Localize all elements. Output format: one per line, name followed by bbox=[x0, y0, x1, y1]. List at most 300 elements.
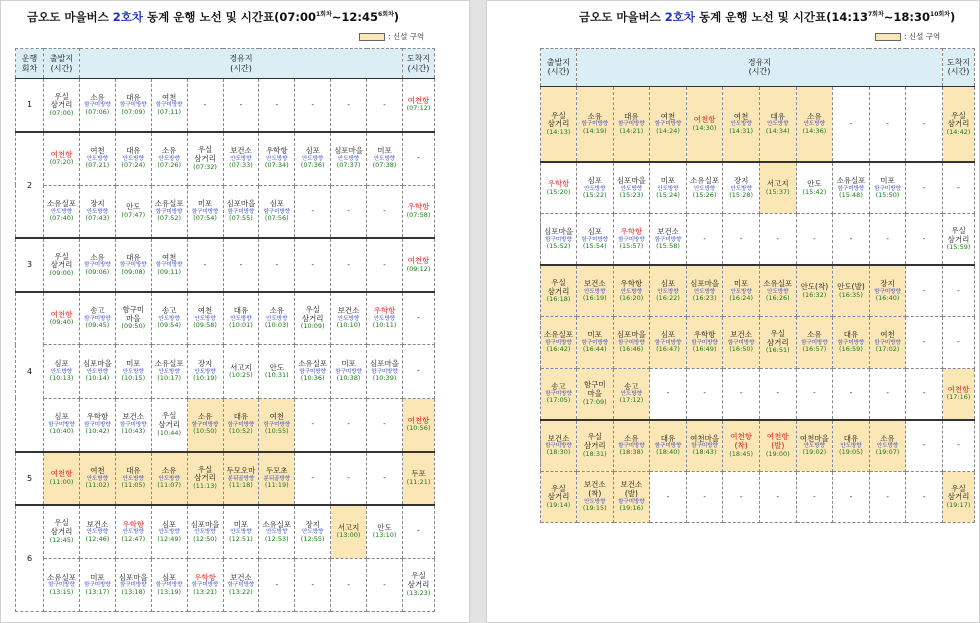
stop-cell bbox=[760, 235, 796, 244]
stop-time: (07:00) bbox=[49, 108, 74, 117]
stop-name: 우학항 bbox=[194, 572, 216, 582]
stop-name: 여천 bbox=[90, 146, 105, 156]
stop-name: 장지 bbox=[880, 279, 895, 289]
stop-direction: 안도방향 bbox=[302, 156, 324, 163]
stop-cell bbox=[80, 147, 115, 169]
stop-cell bbox=[650, 177, 686, 199]
stop-cell bbox=[116, 203, 151, 219]
via-cell bbox=[259, 292, 295, 345]
cycle-number: 3 bbox=[16, 238, 44, 291]
stop-direction: 함구미방향 bbox=[618, 443, 645, 450]
stop-name: 보건소 bbox=[230, 146, 252, 156]
empty-dash: - bbox=[849, 388, 853, 398]
empty-dash: - bbox=[311, 259, 315, 269]
stop-name: 여천항 bbox=[407, 255, 430, 265]
arrival-cell bbox=[403, 238, 435, 291]
empty-dash: - bbox=[922, 388, 926, 398]
via-cell bbox=[259, 505, 295, 558]
stop-direction: 분뒤골방향 bbox=[263, 475, 291, 482]
stop-time: (15:54) bbox=[582, 241, 607, 250]
stop-cell bbox=[577, 228, 613, 250]
stop-name: 여천항 bbox=[407, 415, 430, 425]
via-cell bbox=[759, 317, 796, 369]
via-cell bbox=[577, 368, 614, 420]
stop-name: 소유 bbox=[587, 111, 603, 121]
stop-time: (07:38) bbox=[372, 161, 397, 170]
via-cell bbox=[115, 398, 151, 451]
stop-name: 마을 bbox=[126, 313, 141, 323]
stop-name: 삼거리 bbox=[194, 473, 216, 483]
stop-cell bbox=[224, 574, 259, 596]
stop-direction: 안도방향 bbox=[693, 185, 716, 192]
stop-cell bbox=[577, 280, 613, 302]
stop-name: 우실 bbox=[54, 251, 69, 261]
stop-name: 미포 bbox=[733, 279, 749, 289]
empty-dash: - bbox=[703, 233, 706, 243]
stop-name: 우실 bbox=[54, 91, 69, 101]
stop-cell bbox=[760, 113, 796, 135]
stop-cell bbox=[224, 413, 259, 435]
via-cell bbox=[686, 317, 723, 369]
header-cycle bbox=[16, 49, 44, 79]
via-cell bbox=[259, 452, 295, 505]
stop-name: 대유 bbox=[843, 330, 859, 340]
stop-cell bbox=[331, 524, 366, 540]
via-cell bbox=[259, 345, 295, 398]
stop-time: (09:00) bbox=[49, 268, 74, 277]
empty-dash: - bbox=[347, 99, 350, 109]
stop-cell bbox=[870, 280, 906, 302]
stop-cell bbox=[687, 389, 723, 398]
departure-cell bbox=[44, 79, 80, 132]
table-row bbox=[16, 185, 435, 238]
via-cell bbox=[151, 238, 187, 291]
stop-cell bbox=[152, 94, 187, 116]
stop-cell bbox=[614, 228, 650, 250]
stop-time: (14:30) bbox=[692, 123, 717, 132]
stop-direction: 함구미방향 bbox=[618, 498, 645, 505]
stop-name: 장지 bbox=[733, 176, 749, 186]
via-cell bbox=[295, 345, 331, 398]
empty-dash: - bbox=[275, 579, 279, 589]
stop-name: 삼거리 bbox=[947, 234, 970, 244]
stop-time: (07:12) bbox=[406, 104, 431, 113]
stop-name: 함구미 bbox=[583, 380, 606, 390]
stop-direction: 함구미방향 bbox=[120, 262, 147, 269]
stop-time: (07:47) bbox=[121, 211, 146, 220]
stop-name: 보건소 bbox=[230, 572, 252, 582]
stop-cell bbox=[614, 177, 650, 199]
stop-cell bbox=[403, 257, 434, 273]
via-cell bbox=[187, 452, 223, 505]
stop-time: (09:40) bbox=[49, 318, 74, 327]
via-cell bbox=[650, 214, 687, 266]
stop-time: (07:06) bbox=[85, 107, 110, 116]
stop-name: 삼거리 bbox=[766, 337, 789, 347]
via-cell bbox=[367, 558, 403, 611]
arrival-cell bbox=[403, 398, 435, 451]
header-label: (시간) bbox=[50, 63, 73, 73]
via-cell bbox=[115, 505, 151, 558]
stop-time: (11:19) bbox=[264, 480, 289, 489]
arrival-cell bbox=[403, 452, 435, 505]
departure-cell bbox=[44, 505, 80, 558]
via-cell bbox=[295, 505, 331, 558]
stop-cell bbox=[870, 177, 906, 199]
stop-direction: 함구미방향 bbox=[727, 339, 755, 346]
header-label: (시간) bbox=[230, 63, 252, 73]
stop-name: 두포 bbox=[411, 469, 426, 479]
empty-dash: - bbox=[886, 118, 889, 128]
stop-direction: 안도방향 bbox=[620, 288, 643, 295]
stop-time: (12:47) bbox=[121, 534, 146, 543]
stop-cell bbox=[403, 527, 434, 536]
header-end bbox=[943, 49, 975, 87]
via-cell bbox=[833, 86, 870, 162]
stop-name: 대유 bbox=[624, 111, 639, 121]
via-cell bbox=[613, 317, 650, 369]
stop-time: (15:23) bbox=[619, 190, 644, 199]
stop-name: 심포 bbox=[161, 519, 177, 529]
stop-name: 심포 bbox=[54, 359, 69, 369]
via-cell bbox=[331, 558, 367, 611]
stop-cell bbox=[797, 331, 833, 353]
stop-name: 심포마을 bbox=[616, 330, 646, 340]
stop-cell bbox=[152, 254, 187, 276]
stop-direction: 함구미방향 bbox=[48, 582, 75, 589]
stop-cell bbox=[906, 493, 942, 502]
via-cell bbox=[223, 558, 259, 611]
stop-direction: 함구미방향 bbox=[155, 262, 183, 269]
stop-direction: 안도방향 bbox=[620, 391, 643, 398]
stop-time: (07:52) bbox=[157, 214, 182, 223]
stop-cell bbox=[833, 435, 869, 457]
stop-name: 서고지 bbox=[230, 362, 252, 372]
via-cell bbox=[796, 368, 833, 420]
stop-name: 우실 bbox=[951, 483, 966, 493]
stop-cell bbox=[44, 360, 79, 382]
stop-direction: 함구미방향 bbox=[191, 582, 219, 589]
stop-cell bbox=[833, 235, 869, 244]
stop-cell bbox=[259, 101, 294, 110]
stop-time: (11:02) bbox=[85, 480, 110, 489]
via-cell bbox=[223, 185, 259, 238]
via-cell bbox=[906, 265, 943, 317]
stop-name: 소유실포 bbox=[262, 519, 292, 529]
stop-cell bbox=[80, 521, 115, 543]
stop-cell bbox=[723, 235, 759, 244]
stop-name: 보건소 bbox=[657, 227, 679, 237]
stop-name: 심포 bbox=[305, 146, 320, 156]
stop-name: 여천항 bbox=[766, 432, 789, 442]
stop-time: (16:22) bbox=[656, 293, 680, 302]
empty-dash: - bbox=[417, 526, 420, 536]
stop-time: (10:42) bbox=[85, 427, 110, 436]
stop-time: (15:57) bbox=[619, 241, 644, 250]
stop-time: (13:23) bbox=[406, 588, 431, 597]
via-cell bbox=[577, 471, 614, 523]
via-cell bbox=[187, 558, 223, 611]
empty-dash: - bbox=[275, 99, 279, 109]
stop-time: (07:33) bbox=[229, 161, 253, 170]
stop-direction: 안도방향 bbox=[122, 529, 144, 536]
stop-cell bbox=[116, 147, 151, 169]
stop-direction: 안도방향 bbox=[337, 156, 360, 163]
stop-cell bbox=[687, 235, 723, 244]
arrival-cell bbox=[943, 471, 975, 523]
stop-cell bbox=[152, 360, 187, 382]
stop-direction: 안도방향 bbox=[158, 156, 180, 163]
header-label: 회차 bbox=[21, 63, 38, 73]
stop-name: 소유실포 bbox=[298, 359, 328, 369]
stop-name: 장지 bbox=[305, 519, 320, 529]
stop-direction: 안도방향 bbox=[730, 185, 752, 192]
stop-time: (17:02) bbox=[875, 345, 900, 354]
stop-cell bbox=[906, 184, 942, 193]
stop-cell bbox=[797, 493, 833, 502]
arrival-cell bbox=[943, 86, 975, 162]
stop-name: 심포 bbox=[161, 572, 177, 582]
stop-direction: 안도방향 bbox=[730, 288, 752, 295]
stop-name: 여천마을 bbox=[690, 433, 720, 443]
stop-name: 대유 bbox=[770, 111, 786, 121]
stop-time: (10:31) bbox=[264, 371, 289, 380]
stop-name: 소유 bbox=[197, 412, 213, 422]
stop-time: (16:46) bbox=[619, 345, 644, 354]
empty-dash: - bbox=[739, 233, 743, 243]
via-cell bbox=[151, 558, 187, 611]
stop-cell bbox=[833, 493, 869, 502]
via-cell bbox=[869, 86, 906, 162]
stop-time: (16:57) bbox=[802, 345, 827, 354]
stop-cell bbox=[577, 177, 613, 199]
header-label: 도착지 bbox=[406, 54, 431, 64]
stop-time: (07:20) bbox=[49, 158, 74, 167]
stop-name: 삼거리 bbox=[407, 580, 430, 590]
via-cell bbox=[367, 79, 403, 132]
arrival-cell bbox=[403, 345, 435, 398]
table-body bbox=[541, 86, 975, 523]
arrival-cell bbox=[403, 132, 435, 185]
stop-direction: 함구미방향 bbox=[155, 102, 183, 109]
stop-cell bbox=[541, 279, 576, 304]
stop-cell bbox=[80, 574, 115, 596]
stop-time: (15:58) bbox=[656, 241, 680, 250]
stop-time: (09:11) bbox=[157, 267, 182, 276]
stop-name: 소유실포 bbox=[47, 199, 76, 209]
via-cell bbox=[759, 265, 796, 317]
stop-cell bbox=[188, 360, 223, 382]
stop-time: (12:46) bbox=[85, 534, 110, 543]
stop-cell bbox=[614, 331, 650, 353]
stop-cell bbox=[943, 287, 974, 296]
via-cell bbox=[796, 162, 833, 214]
stop-cell bbox=[541, 228, 576, 250]
via-cell bbox=[115, 452, 151, 505]
via-cell bbox=[759, 368, 796, 420]
stop-cell bbox=[188, 200, 223, 222]
stop-name: 안도 bbox=[126, 202, 141, 212]
via-cell bbox=[187, 79, 223, 132]
stop-time: (13:15) bbox=[49, 587, 74, 596]
empty-dash: - bbox=[776, 233, 780, 243]
stop-name: 우실 bbox=[54, 518, 69, 528]
stop-cell bbox=[760, 180, 796, 196]
header-label: 경유지 bbox=[229, 54, 253, 64]
stop-cell bbox=[295, 207, 330, 216]
via-cell bbox=[151, 398, 187, 451]
stop-name: 미포 bbox=[90, 572, 105, 582]
stop-name: 삼거리 bbox=[547, 119, 570, 129]
via-cell bbox=[187, 132, 223, 185]
stop-name: 삼거리 bbox=[583, 441, 606, 451]
departure-cell bbox=[44, 185, 80, 238]
stop-cell bbox=[723, 433, 759, 458]
stop-direction: 함구미방향 bbox=[299, 369, 326, 376]
via-cell bbox=[686, 162, 723, 214]
stop-direction: 안도방향 bbox=[803, 121, 825, 128]
empty-dash: - bbox=[739, 491, 743, 501]
table-row bbox=[541, 317, 975, 369]
empty-dash: - bbox=[383, 259, 386, 269]
empty-dash: - bbox=[922, 491, 926, 501]
stop-time: (11:00) bbox=[49, 477, 74, 486]
stop-cell bbox=[331, 101, 366, 110]
stop-name: 소유실포 bbox=[154, 199, 184, 209]
via-cell bbox=[367, 505, 403, 558]
via-cell bbox=[577, 317, 614, 369]
stop-cell bbox=[224, 307, 259, 329]
stop-time: (18:30) bbox=[546, 448, 571, 457]
stop-time: (10:14) bbox=[85, 374, 110, 383]
via-cell bbox=[115, 292, 151, 345]
stop-name: 우실 bbox=[197, 145, 213, 155]
stop-cell bbox=[224, 147, 259, 169]
stop-cell bbox=[833, 331, 869, 353]
stop-cell bbox=[116, 306, 151, 331]
via-cell bbox=[869, 368, 906, 420]
stop-time: (15:50) bbox=[875, 190, 900, 199]
stop-direction: 안도방향 bbox=[693, 288, 716, 295]
via-cell bbox=[223, 345, 259, 398]
via-cell bbox=[650, 317, 687, 369]
stop-time: (14:31) bbox=[729, 126, 754, 135]
stop-direction: 함구미방향 bbox=[84, 262, 111, 269]
stop-cell bbox=[797, 435, 833, 457]
stop-name: 우실 bbox=[305, 305, 320, 315]
via-cell bbox=[295, 558, 331, 611]
stop-time: (13:19) bbox=[157, 587, 182, 596]
stop-cell bbox=[295, 521, 330, 543]
empty-dash: - bbox=[957, 337, 960, 347]
via-cell bbox=[367, 292, 403, 345]
stop-time: (13:18) bbox=[121, 587, 146, 596]
empty-dash: - bbox=[275, 259, 279, 269]
stop-name: 여천항 bbox=[947, 384, 970, 394]
via-cell bbox=[869, 420, 906, 472]
via-cell bbox=[223, 505, 259, 558]
arrival-cell bbox=[943, 214, 975, 266]
stop-name: 삼거리 bbox=[947, 492, 970, 502]
header-start bbox=[541, 49, 577, 87]
stop-time: (19:14) bbox=[546, 500, 571, 509]
stop-cell bbox=[259, 521, 294, 543]
stop-name: 미포 bbox=[880, 176, 895, 186]
stop-name: 보건소 bbox=[86, 519, 109, 529]
empty-dash: - bbox=[849, 491, 853, 501]
departure-cell bbox=[44, 292, 80, 345]
stop-cell bbox=[295, 474, 330, 483]
stop-cell bbox=[541, 331, 576, 353]
via-cell bbox=[259, 238, 295, 291]
stop-time: (19:02) bbox=[802, 448, 827, 457]
empty-dash: - bbox=[347, 579, 350, 589]
via-cell bbox=[869, 265, 906, 317]
table-row bbox=[16, 505, 435, 558]
stop-direction: 안도방향 bbox=[840, 443, 862, 450]
via-cell bbox=[650, 265, 687, 317]
stop-cell bbox=[44, 574, 79, 596]
departure-cell bbox=[44, 398, 80, 451]
stop-cell bbox=[687, 177, 723, 199]
stop-cell bbox=[188, 574, 223, 596]
stop-cell bbox=[797, 235, 833, 244]
via-cell bbox=[686, 368, 723, 420]
via-cell bbox=[650, 86, 687, 162]
stop-name: 미포 bbox=[660, 176, 676, 186]
stop-cell bbox=[403, 367, 434, 376]
stop-name: 삼거리 bbox=[301, 313, 324, 323]
stop-cell bbox=[152, 412, 187, 437]
stop-time: (07:55) bbox=[229, 214, 253, 223]
stop-name: 심포마을 bbox=[334, 146, 364, 156]
stop-cell bbox=[188, 466, 223, 491]
stop-name: 심포 bbox=[587, 227, 603, 237]
via-cell bbox=[650, 162, 687, 214]
stop-cell bbox=[44, 200, 79, 222]
via-cell bbox=[295, 185, 331, 238]
stop-cell bbox=[870, 435, 906, 457]
empty-dash: - bbox=[347, 472, 350, 482]
stop-name: 우학항 bbox=[547, 179, 570, 189]
stop-cell bbox=[224, 261, 259, 270]
stop-direction: 함구미방향 bbox=[874, 288, 901, 295]
stop-name: 대유 bbox=[126, 466, 141, 476]
departure-cell bbox=[541, 471, 577, 523]
stop-name: 미포 bbox=[587, 330, 603, 340]
stop-name: 우실 bbox=[551, 110, 566, 120]
stop-time: (10:11) bbox=[372, 321, 397, 330]
stop-name: 소유 bbox=[90, 92, 105, 102]
stop-name: 소유 bbox=[269, 306, 285, 316]
stop-direction: 안도방향 bbox=[657, 288, 679, 295]
stop-name: 여천항 bbox=[50, 469, 73, 479]
legend: : 신설 구역 bbox=[359, 31, 424, 42]
stop-time: (17:16) bbox=[946, 393, 971, 402]
stop-cell bbox=[577, 113, 613, 135]
stop-time: (10:09) bbox=[300, 322, 325, 331]
stop-name: 우실 bbox=[770, 329, 786, 339]
stop-name: 송고 bbox=[90, 306, 105, 316]
stop-name: 미포 bbox=[197, 199, 213, 209]
empty-dash: - bbox=[849, 233, 853, 243]
stop-time: (13:21) bbox=[193, 587, 217, 596]
stop-cell bbox=[650, 228, 686, 250]
stop-cell bbox=[723, 177, 759, 199]
stop-direction: 안도방향 bbox=[266, 316, 288, 322]
stop-name: 삼거리 bbox=[547, 286, 570, 296]
stop-cell bbox=[403, 314, 434, 323]
